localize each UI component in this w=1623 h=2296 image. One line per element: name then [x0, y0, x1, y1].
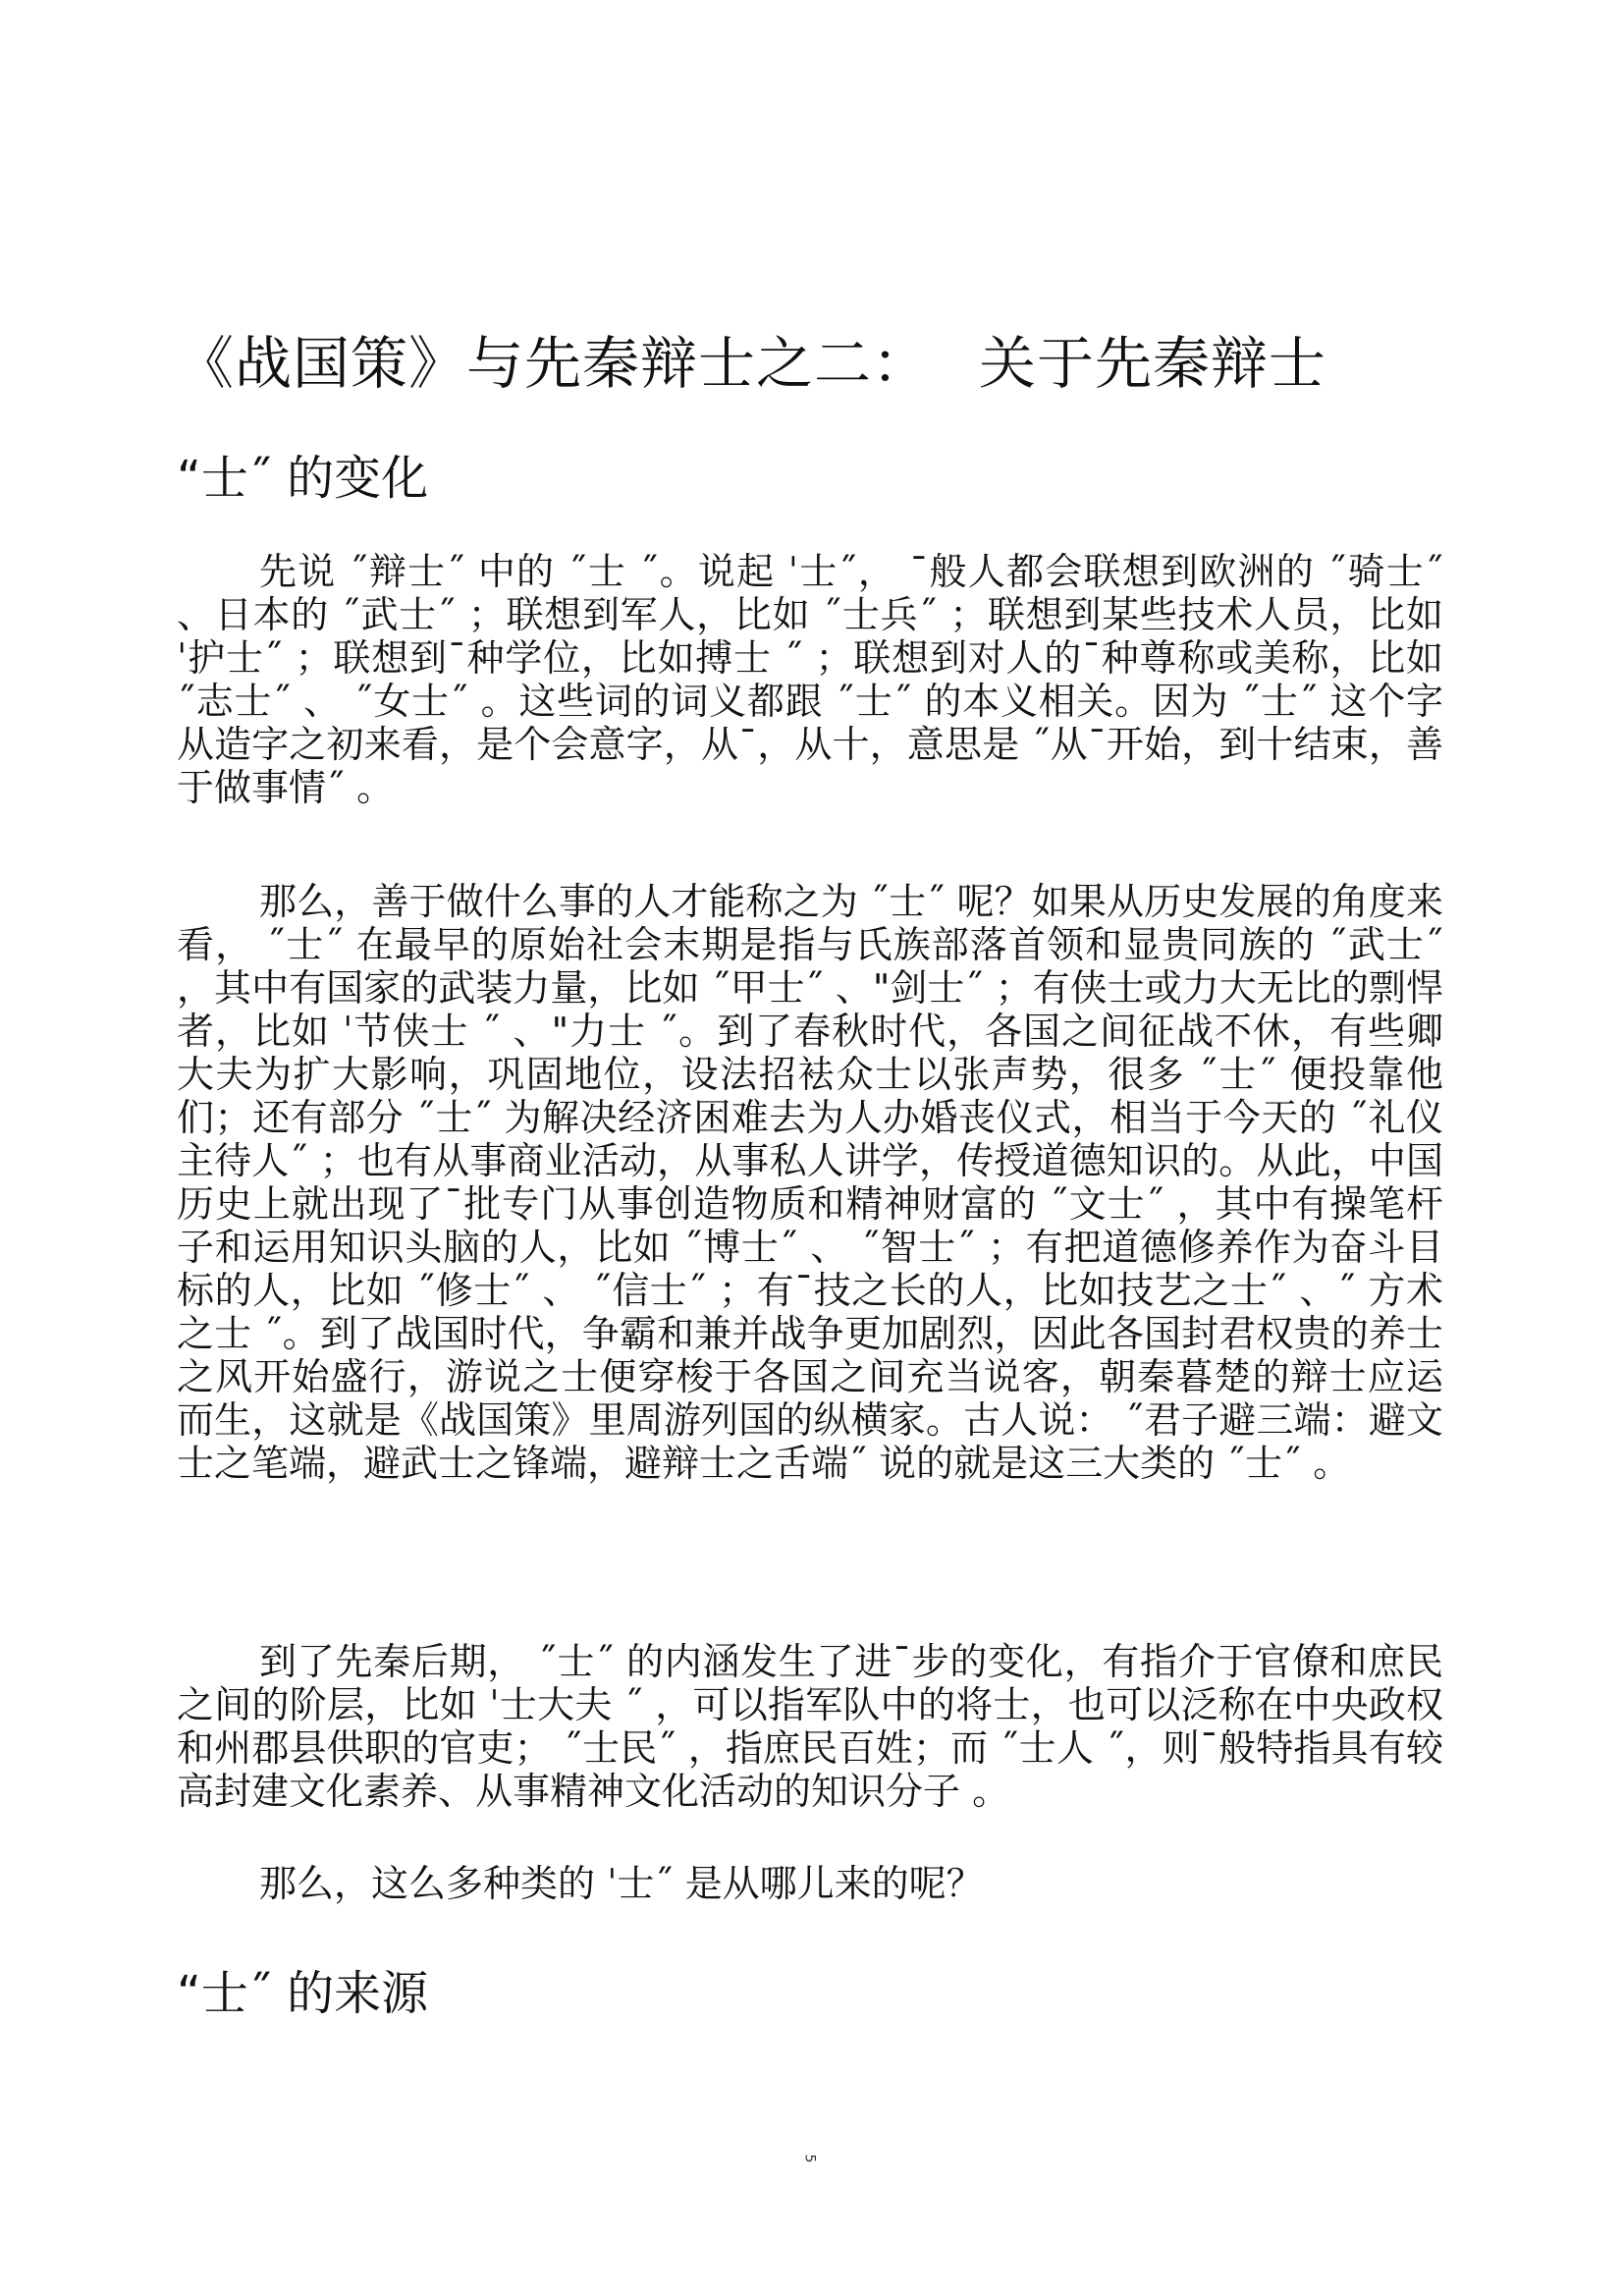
- paragraph-4: 那么，这么多种类的 ˈ士˝ 是从哪儿来的呢？: [259, 1862, 984, 1905]
- title-part-2: 关于先秦辩士: [979, 330, 1327, 397]
- title-part-1: 《战国策》与先秦辩士之二：: [177, 330, 931, 397]
- paragraph-2: 那么，善于做什么事的人才能称之为 ˝士˝ 呢？如果从历史发展的角度来看， ˝士˝ 在最早的原始社会末期是指与氏族部落首领和显贵同族的 ˝武士˝ ，其中有国家的武装力量，比如 ˝甲士˝ 、"剑士˝ ；有侠士或力大无比的剽悍者，比如 ˈ节侠士 ˝ 、"力士 ˝。到了春秋时代，各国之间征战不休，有些卿大夫为扩大影响，巩固地位，设法招袪众士以张声势，很多 ˝士˝ 便投靠他们；还有部分 ˝士˝ 为解决经济困难去为人办婚丧仪式，相当于今天的 ˝礼仪主待人˝ ；也有从事商业活动，从事私人讲学，传授道德知识的。从此，中国历史上就出现了¯批专门从事创造物质和精神财富的 ˝文士˝ ，其中有操笔杆子和运用知识头脑的人，比如 ˝博士˝ 、 ˝智士˝ ；有把道德修养作为奋斗目标的人，比如 ˝修士˝ 、 ˝信士˝ ；有¯技之长的人，比如技艺之士˝ 、˝ 方术之士 ˝。到了战国时代，争霸和兼并战争更加剧烈，因此各国封君权贵的养士之风开始盛行，游说之士便穿梭于各国之间充当说客，朝秦暮楚的辩士应运而生，这就是《战国策》里周游列国的纵横家。古人说： ˝君子避三端：避文士之笔端，避武士之锋端，避辩士之舌端˝ 说的就是这三大类的 ˝士˝ 。: [177, 880, 1443, 1485]
- paragraph-3: 到了先秦后期， ˝士˝ 的内涵发生了进¯步的变化，有指介于官僚和庶民之间的阶层，比如 ˈ士大夫 ˝ ，可以指军队中的将士，也可以泛称在中央政权和州郡县供职的官吏； ˝士民˝ ，指庶民百姓；而 ˝士人 ˝，则¯般特指具有较高封建文化素养、从事精神文化活动的知识分子 。: [177, 1640, 1443, 1813]
- page-number: 5: [801, 2154, 818, 2163]
- section-heading-origin: “士˝ 的来源: [177, 1966, 429, 2021]
- section-heading-change: “士˝ 的变化: [177, 451, 429, 506]
- page-title: [177, 324, 1453, 403]
- paragraph-1: 先说 ˝辩士˝ 中的 ˝士 ˝。说起 ˈ士˝， ¯般人都会联想到欧洲的 ˝骑士˝ 、日本的 ˝武士˝ ；联想到军人，比如 ˝士兵˝ ；联想到某些技术人员，比如 ˈ护士˝ ；联想到¯种学位，比如搏士 ˝ ；联想到对人的¯种尊称或美称，比如 ˝志士˝ 、 ˝女士˝ 。这些词的词义都跟 ˝士˝ 的本义相关。因为 ˝士˝ 这个字从造字之初来看，是个会意字，从¯，从十，意思是 ˝从¯开始，到十结束，善于做事情˝ 。: [177, 550, 1443, 809]
